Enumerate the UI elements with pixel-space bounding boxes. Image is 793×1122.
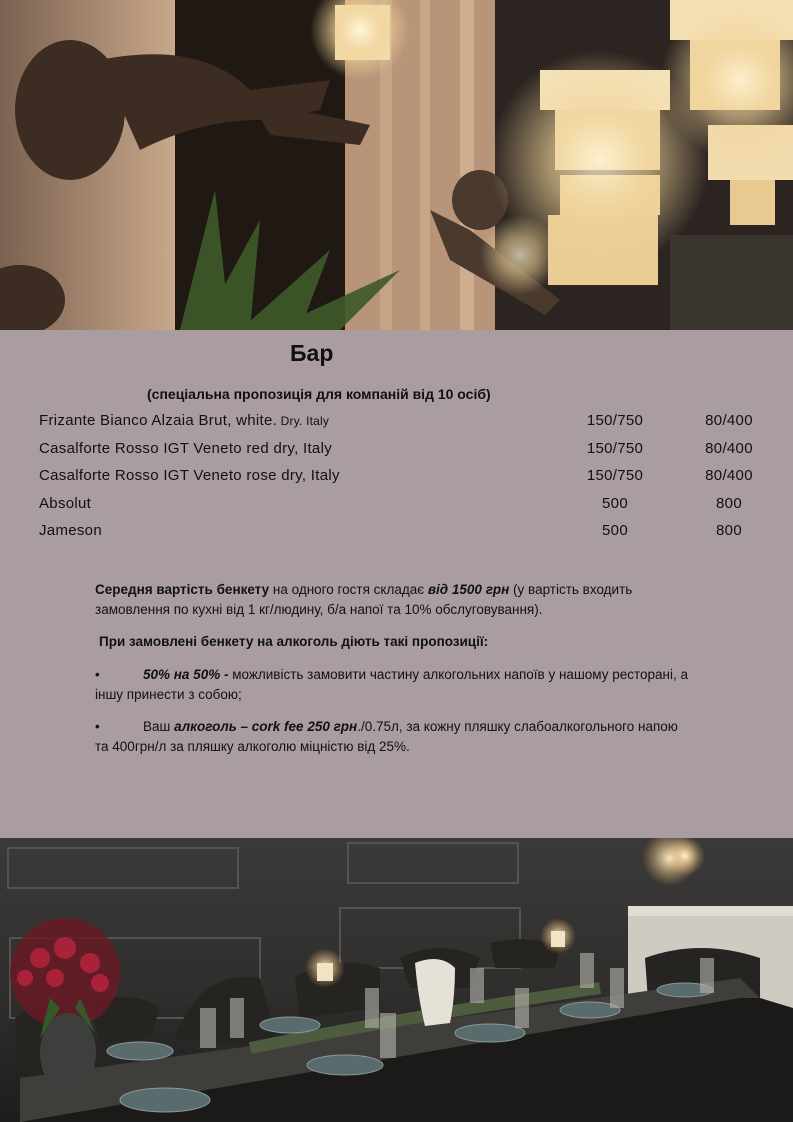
item-name: Jameson <box>39 522 102 539</box>
item-price-2: 80/400 <box>705 439 753 457</box>
menu-item <box>0 463 793 491</box>
offer-item-1: • 50% на 50% - можливість замовити частину алкогольних напоїв у нашому ресторані, а іншу принести з собою; <box>95 667 689 702</box>
section-subtitle: (спеціальна пропозиція для компаній від 10 осіб) <box>147 386 491 402</box>
item-name: Casalforte Rosso IGT Veneto red dry, Italy <box>39 439 333 457</box>
average-cost-paragraph: Середня вартість бенкету на одного гостя складає від 1500 грн (у вартість входить замовлення по кухні від 1 кг/людину, б/а напої та 10% обслуговування). <box>95 582 633 617</box>
offer-item-2: • Ваш алкоголь – cork fee 250 грн./0.75л, за кожну пляшку слабоалкогольного напою та 400грн/л за пляшку алкоголю міцністю від 25%. <box>95 719 678 754</box>
menu-item <box>0 436 793 464</box>
banquet-table-photo-art <box>0 838 793 1122</box>
banquet-table-photo <box>0 838 793 1122</box>
item-name: Absolut <box>39 494 92 512</box>
item-name: Frizante Bianco Alzaia Brut, white. Dry. Italy <box>39 412 330 429</box>
item-price-2: 80/400 <box>705 412 753 429</box>
item-price-1: 150/750 <box>586 467 644 484</box>
interior-photo-top-art <box>0 0 793 330</box>
drinks-menu <box>0 408 793 546</box>
bar-menu-section <box>0 330 793 838</box>
item-price-2: 800 <box>716 494 742 512</box>
item-price-1: 500 <box>602 522 628 539</box>
item-price-1: 150/750 <box>586 412 644 429</box>
offers-heading: При замовлені бенкету на алкоголь діють такі пропозиції: <box>99 634 489 649</box>
menu-item <box>0 408 793 436</box>
section-title: Бар <box>290 340 334 366</box>
item-price-2: 800 <box>716 522 742 539</box>
menu-item <box>0 491 793 519</box>
menu-item <box>0 518 793 546</box>
item-price-2: 80/400 <box>705 467 753 484</box>
interior-photo-top <box>0 0 793 330</box>
item-name: Casalforte Rosso IGT Veneto rose dry, Italy <box>39 467 340 484</box>
item-price-1: 500 <box>602 494 628 512</box>
banquet-info <box>95 580 695 769</box>
item-price-1: 150/750 <box>586 439 644 457</box>
